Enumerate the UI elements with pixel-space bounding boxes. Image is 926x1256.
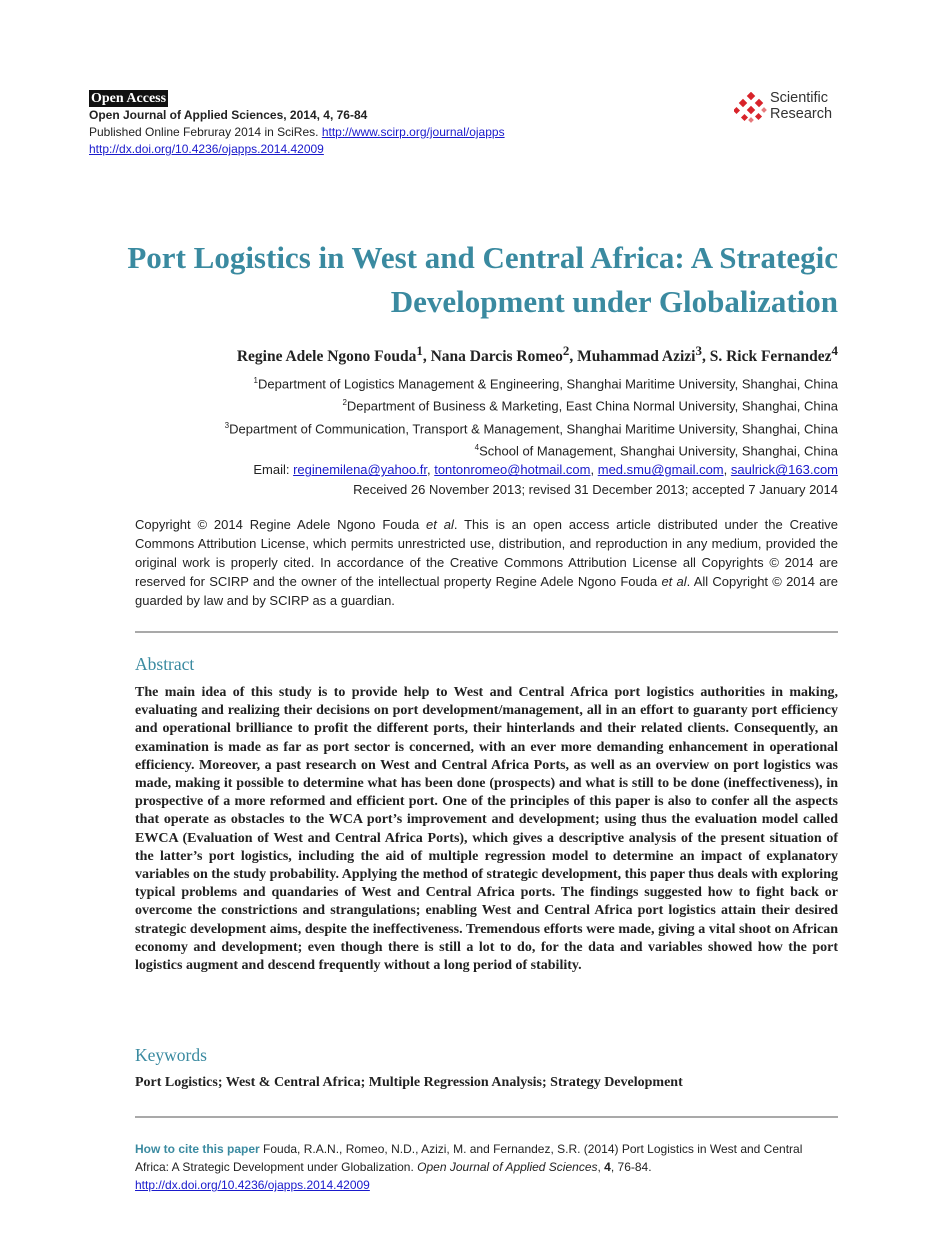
affiliation-line: $^2$Department of Business & Marketing, East China Normal University, Shanghai, China bbox=[342, 398, 838, 414]
author-affil-sup: 2 bbox=[562, 343, 570, 358]
affiliation-line: $^1$Department of Logistics Management & Engineering, Shanghai Maritime University, Shanghai, China bbox=[253, 376, 838, 392]
email-label: Email: bbox=[253, 462, 290, 478]
divider bbox=[135, 631, 838, 633]
logo-line-1: Scientific bbox=[770, 90, 829, 106]
email-line: Email: reginemilena@yahoo.fr, tontonromeo@hotmail.com, med.smu@gmail.com, saulrick@163.com bbox=[253, 462, 838, 478]
affiliation-line: $^4$School of Management, Shanghai University, Shanghai, China bbox=[474, 442, 838, 459]
keywords-text: Port Logistics; West & Central Africa; Multiple Regression Analysis; Strategy Development bbox=[135, 1075, 683, 1090]
published-line bbox=[89, 124, 839, 141]
cite-label: How to cite this paper bbox=[135, 1142, 260, 1156]
paper-title: Port Logistics in West and Central Africa: A Strategic Development under Globalization bbox=[127, 240, 838, 319]
author-name: Regine Adele Ngono Fouda bbox=[236, 348, 417, 366]
author-name: Nana Darcis Romeo bbox=[430, 348, 563, 366]
journal-citation: Open Journal of Applied Sciences, 2014, 4, 76-84 bbox=[89, 108, 368, 122]
author-affil-sup: 4 bbox=[831, 343, 838, 358]
email-link[interactable]: saulrick@163.com bbox=[730, 462, 838, 478]
open-access-badge: Open Access bbox=[91, 91, 167, 106]
author-affil-sup: 1 bbox=[416, 343, 423, 358]
author-name: S. Rick Fernandez bbox=[709, 348, 832, 366]
abstract-heading: Abstract bbox=[135, 654, 195, 674]
diamond-cluster-icon bbox=[734, 92, 768, 126]
email-link[interactable]: med.smu@gmail.com bbox=[597, 462, 724, 478]
author-list: Regine Adele Ngono Fouda$^1$, Nana Darcis Romeo$^2$, Muhammad Azizi$^3$, S. Rick Fernandez$^4$ bbox=[236, 343, 838, 366]
keywords-heading: Keywords bbox=[135, 1045, 207, 1065]
divider bbox=[135, 1116, 838, 1118]
email-link[interactable]: tontonromeo@hotmail.com bbox=[434, 462, 591, 478]
affiliation-line: $^3$Department of Communication, Transport & Management, Shanghai Maritime University, Shanghai, China bbox=[224, 420, 838, 436]
cite-doi-link[interactable]: http://dx.doi.org/10.4236/ojapps.2014.42009 bbox=[135, 1178, 370, 1192]
doi-link[interactable]: http://dx.doi.org/10.4236/ojapps.2014.42009 bbox=[89, 142, 324, 156]
received-dates: Received 26 November 2013; revised 31 December 2013; accepted 7 January 2014 bbox=[353, 482, 838, 497]
journal-header bbox=[89, 90, 839, 158]
journal-url-link[interactable]: http://www.scirp.org/journal/ojapps bbox=[321, 125, 505, 139]
scientific-research-logo bbox=[734, 90, 844, 124]
logo-line-2: Research bbox=[770, 106, 833, 122]
author-name: Muhammad Azizi bbox=[577, 348, 696, 366]
how-to-cite: How to cite this paper Fouda, R.A.N., Romeo, N.D., Azizi, M. and Fernandez, S.R. (2014) Port Logistics in West and Central Africa: A Strategic Development under Globalization. Open Journal of Applied Sciences, 4, 76-84. http://dx.doi.org/10.4236/ojapps.2014.42009 bbox=[135, 1142, 803, 1192]
copyright-notice: Copyright © 2014 Regine Adele Ngono Fouda et al. This is an open access article distributed under the Creative Commons Attribution License, which permits unrestricted use, distribution, and reproduction in any medium, provided the original work is properly cited. In accordance of the Creative Commons Attribution License all Copyrights © 2014 are reserved for SCIRP and the owner of the intellectual property Regine Adele Ngono Fouda et al. All Copyright © 2014 are guarded by law and by SCIRP as a guardian. bbox=[135, 517, 838, 608]
email-link[interactable]: reginemilena@yahoo.fr bbox=[293, 462, 427, 478]
published-prefix: Published Online Februray 2014 in SciRes. bbox=[89, 125, 319, 139]
affiliations bbox=[90, 371, 838, 479]
author-affil-sup: 3 bbox=[695, 343, 702, 358]
abstract-text: The main idea of this study is to provide help to West and Central Africa port logistics authorities in making, evaluating and realizing their decisions on port development/management, all in an effort to guaranty port efficiency and operational brilliance to profit the different ports, their hinterlands and their related clients. Consequently, an examination is made as far as port sector is concerned, with an ever more demanding enhancement in operational efficiency. Moreover, a past research on West and Central Africa Ports, as well as an overview on port logistics was made, making it possible to determine what has been done (prospects) and what is still to be done (ineffectiveness), in prospective of a more reformed and efficient port. One of the principles of this paper is also to confer all the aspects that operate as obstacles to the WCA port’s improvement and development; using thus the evaluation model called EWCA (Evaluation of West and Central Africa Ports), which gives a descriptive analysis of the present situation of the latter’s port logistics, including the aid of multiple regression model to determine an impact of explanatory variables on the study probability. Applying the method of strategic development, this paper thus deals with exploring typical problems and quandaries of West and Central Africa ports. The findings suggested how to fight back or overcome the constrictions and strangulations; enabling West and Central Africa port logistics attain their desired strategic development aims, despite the ineffectiveness. Tremendous efforts were made, giving a vital shoot on African economy and development; even though there is still a lot to do, for the data and variables showed how the port logistics augment and descend frequently without a long period of stability. bbox=[135, 685, 838, 974]
